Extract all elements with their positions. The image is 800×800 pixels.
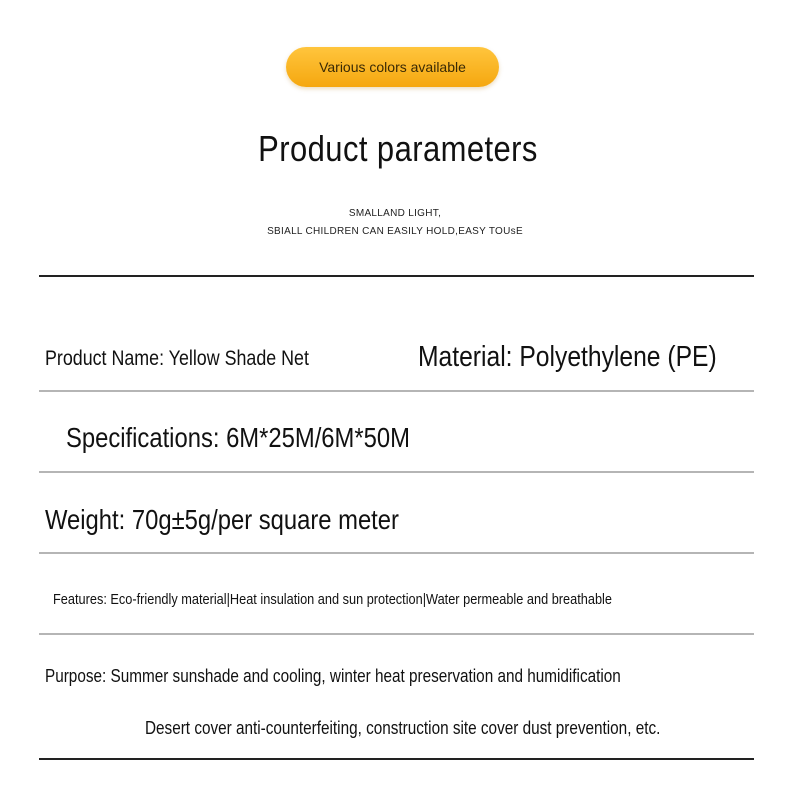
colors-badge-label: Various colors available — [319, 59, 466, 75]
purpose-text-line-1: Purpose: Summer sunshade and cooling, winter heat preservation and humidification — [45, 666, 621, 686]
divider — [39, 552, 754, 554]
divider-bottom — [39, 758, 754, 760]
features-text: Features: Eco-friendly material|Heat insulation and sun protection|Water permeable and breathable — [53, 591, 612, 608]
colors-badge — [286, 47, 499, 87]
purpose-text-line-2: Desert cover anti-counterfeiting, construction site cover dust prevention, etc. — [145, 718, 661, 738]
divider — [39, 471, 754, 473]
subtitle-line-2: SBIALL CHILDREN CAN EASILY HOLD,EASY TOUsE — [267, 226, 523, 237]
divider — [39, 633, 754, 635]
subtitle-line-1: SMALLAND LIGHT, — [348, 208, 442, 219]
product-name-text: Product Name: Yellow Shade Net — [45, 347, 309, 370]
divider — [39, 390, 754, 392]
weight-text: Weight: 70g±5g/per square meter — [45, 504, 399, 535]
specifications-text: Specifications: 6M*25M/6M*50M — [66, 422, 410, 453]
divider-top — [39, 275, 754, 277]
material-text: Material: Polyethylene (PE) — [418, 341, 717, 373]
page-title: Product parameters — [258, 128, 538, 169]
